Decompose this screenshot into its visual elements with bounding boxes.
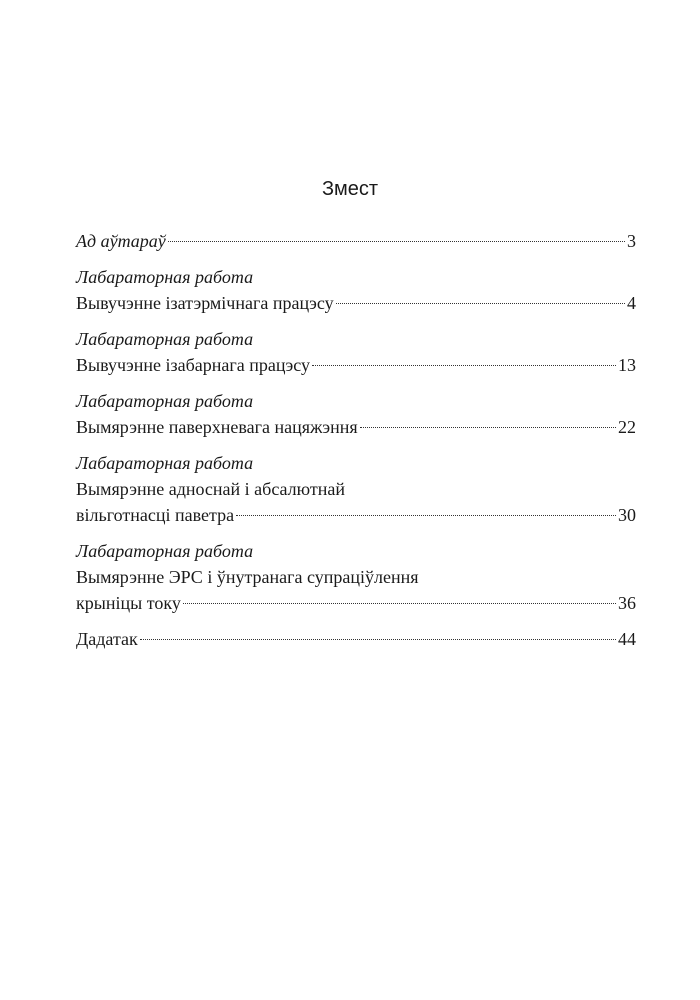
toc-entry-title: Вывучэнне ізатэрмічнага працэсу: [76, 293, 334, 313]
toc-entry[interactable]: [76, 626, 636, 652]
toc-entry-title: Дадатак: [76, 629, 138, 649]
dot-leader: [236, 515, 616, 516]
toc-entry-title: вільготнасці паветра: [76, 505, 235, 525]
dot-leader: [183, 603, 616, 604]
toc-entry-leader-line: [76, 414, 636, 440]
toc-page-number: 44: [618, 629, 636, 649]
toc-entry[interactable]: [76, 538, 636, 616]
toc-entry-leader-line: [76, 352, 636, 378]
toc-entry-title: крыніцы току: [76, 593, 181, 613]
page-title: Змест: [321, 178, 379, 200]
toc-entry-heading: Лабараторная работа: [76, 391, 254, 411]
toc-entry-leader-line: [76, 590, 636, 616]
toc-entry-title: Вымярэнне паверхневага нацяжэння: [76, 417, 358, 437]
dot-leader: [312, 365, 616, 366]
toc-page-number: 30: [618, 505, 636, 525]
toc-entry-heading: Лабараторная работа: [76, 453, 254, 473]
toc-page-number: 22: [618, 417, 636, 437]
toc-entry-title-line: Вымярэнне адноснай і абсалютнай: [76, 479, 345, 499]
toc-entry-leader-line: [76, 228, 636, 254]
toc-page-number: 13: [618, 355, 636, 375]
toc-entry-leader-line: [76, 626, 636, 652]
toc-entry[interactable]: [76, 326, 636, 378]
toc-entry[interactable]: [76, 264, 636, 316]
toc-page-number: 3: [627, 231, 636, 251]
table-of-contents: [76, 228, 636, 652]
toc-entry-heading: Лабараторная работа: [76, 267, 254, 287]
toc-entry-title-line: Вымярэнне ЭРС і ўнутранага супраціўлення: [76, 567, 419, 587]
toc-page-number: 4: [627, 293, 636, 313]
toc-entry[interactable]: [76, 228, 636, 254]
toc-page-number: 36: [618, 593, 636, 613]
toc-entry-leader-line: [76, 502, 636, 528]
dot-leader: [168, 241, 625, 242]
dot-leader: [140, 639, 616, 640]
toc-entry-title: Вывучэнне ізабарнага працэсу: [76, 355, 310, 375]
toc-entry[interactable]: [76, 388, 636, 440]
toc-entry-title: Ад аўтараў: [76, 231, 166, 251]
dot-leader: [360, 427, 616, 428]
toc-entry-heading: Лабараторная работа: [76, 541, 254, 561]
toc-entry-leader-line: [76, 290, 636, 316]
toc-entry[interactable]: [76, 450, 636, 528]
dot-leader: [336, 303, 625, 304]
toc-entry-heading: Лабараторная работа: [76, 329, 254, 349]
